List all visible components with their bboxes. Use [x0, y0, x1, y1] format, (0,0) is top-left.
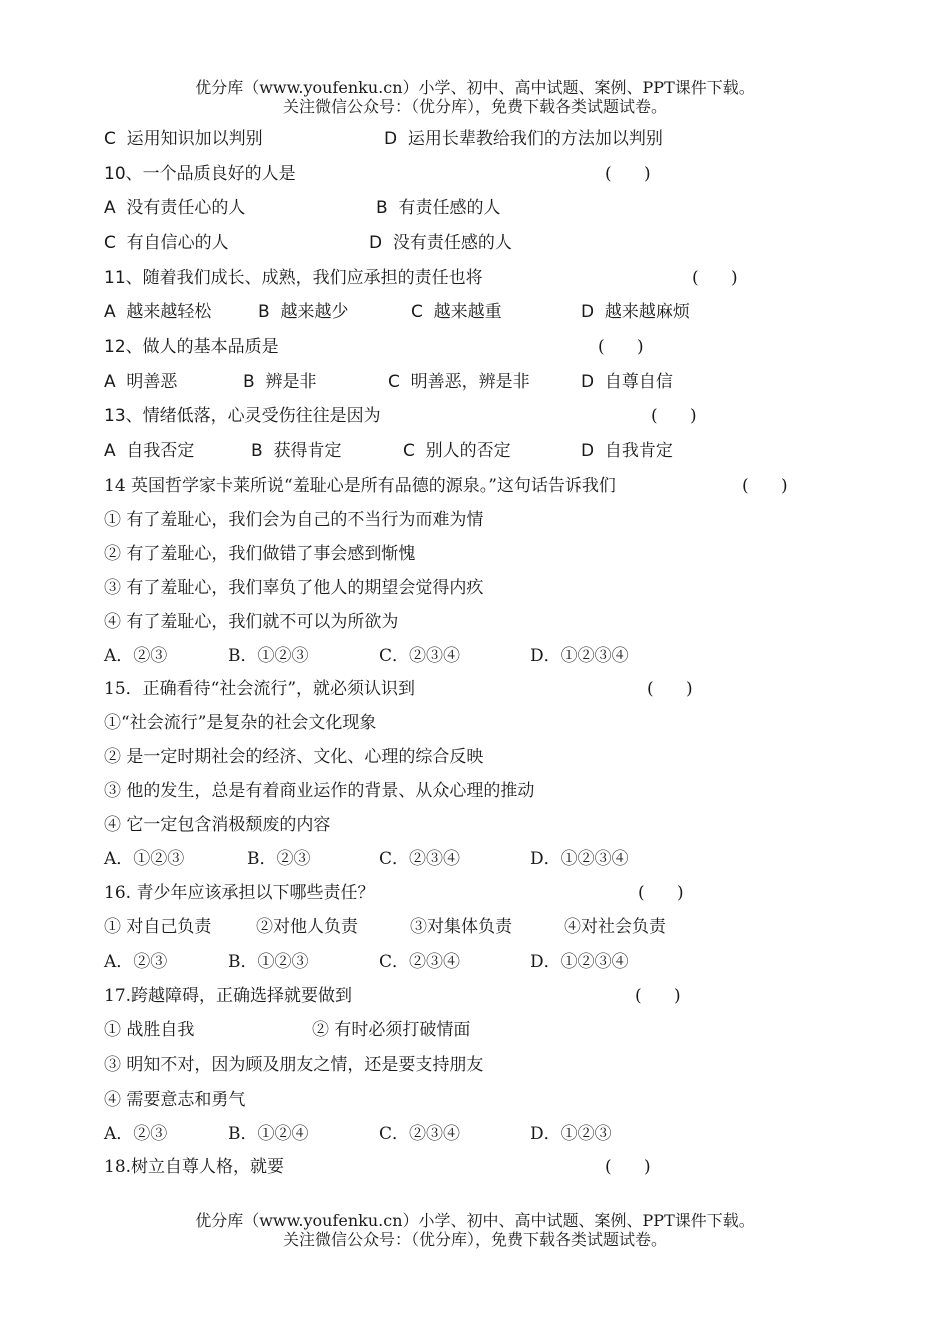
q13-option-a: A 自我否定	[104, 441, 195, 461]
q14-option-b: B．①②③	[228, 646, 309, 666]
q10-answer-paren: ( )	[605, 164, 651, 184]
q13-answer-paren: ( )	[651, 406, 697, 426]
q11-stem: 11、随着我们成长、成熟，我们应承担的责任也将	[104, 268, 483, 288]
q15-option-a: A．①②③	[104, 849, 185, 869]
q11-option-c: C 越来越重	[411, 302, 502, 322]
q16-statement-2: ②对他人负责	[256, 917, 358, 937]
q17-option-d: D．①②③	[530, 1124, 612, 1144]
q16-option-c: C．②③④	[379, 952, 461, 972]
page-footer-line1: 优分库（www.youfenku.cn）小学、初中、高中试题、案例、PPT课件下载。	[195, 1211, 755, 1230]
q16-answer-paren: ( )	[638, 883, 684, 903]
q17-statement-3: ③ 明知不对，因为顾及朋友之情，还是要支持朋友	[104, 1055, 484, 1075]
q12-option-a: A 明善恶	[104, 372, 178, 392]
q14-statement-2: ② 有了羞耻心，我们做错了事会感到惭愧	[104, 544, 416, 564]
q12-answer-paren: ( )	[598, 337, 644, 357]
q12-option-d: D 自尊自信	[581, 372, 673, 392]
q15-stem: 15．正确看待“社会流行”，就必须认识到	[104, 679, 416, 699]
page-footer-line2: 关注微信公众号：（优分库），免费下载各类试题试卷。	[282, 1230, 667, 1249]
q11-option-a: A 越来越轻松	[104, 302, 212, 322]
q13-option-b: B 获得肯定	[251, 441, 342, 461]
q13-stem: 13、情绪低落，心灵受伤往往是因为	[104, 406, 381, 426]
q9-option-d: D 运用长辈教给我们的方法加以判别	[384, 129, 663, 149]
q17-statement-4: ④ 需要意志和勇气	[104, 1090, 246, 1110]
q14-statement-3: ③ 有了羞耻心，我们辜负了他人的期望会觉得内疚	[104, 578, 484, 598]
q12-option-c: C 明善恶，辨是非	[388, 372, 530, 392]
q10-option-a: A 没有责任心的人	[104, 198, 246, 218]
q16-statement-3: ③对集体负责	[410, 917, 512, 937]
q15-statement-3: ③ 他的发生，总是有着商业运作的背景、从众心理的推动	[104, 781, 535, 801]
q17-stem: 17.跨越障碍，正确选择就要做到	[104, 986, 353, 1006]
q15-option-c: C．②③④	[379, 849, 461, 869]
q16-option-d: D．①②③④	[530, 952, 629, 972]
q14-statement-4: ④ 有了羞耻心，我们就不可以为所欲为	[104, 612, 399, 632]
q17-answer-paren: ( )	[635, 986, 681, 1006]
q14-answer-paren: ( )	[742, 476, 788, 496]
q15-statement-1: ①“社会流行”是复杂的社会文化现象	[104, 713, 377, 733]
q17-option-b: B．①②④	[228, 1124, 309, 1144]
q16-option-a: A．②③	[104, 952, 168, 972]
q10-option-b: B 有责任感的人	[376, 198, 501, 218]
q9-option-c: C 运用知识加以判别	[104, 129, 263, 149]
q12-option-b: B 辨是非	[243, 372, 317, 392]
q16-stem: 16. 青少年应该承担以下哪些责任？	[104, 883, 375, 903]
q16-statement-4: ④对社会负责	[564, 917, 666, 937]
q16-statement-1: ① 对自己负责	[104, 917, 212, 937]
q11-answer-paren: ( )	[692, 268, 738, 288]
q13-option-c: C 别人的否定	[403, 441, 511, 461]
q16-option-b: B．①②③	[228, 952, 309, 972]
q18-answer-paren: ( )	[605, 1157, 651, 1177]
q15-option-b: B．②③	[247, 849, 311, 869]
q18-stem: 18.树立自尊人格，就要	[104, 1157, 285, 1177]
q15-answer-paren: ( )	[647, 679, 693, 699]
page-header-line1: 优分库（www.youfenku.cn）小学、初中、高中试题、案例、PPT课件下载。	[195, 78, 755, 97]
page-header-line2: 关注微信公众号：（优分库），免费下载各类试题试卷。	[282, 97, 667, 116]
q17-option-c: C．②③④	[379, 1124, 461, 1144]
q14-stem: 14 英国哲学家卡莱所说“羞耻心是所有品德的源泉。”这句话告诉我们	[104, 476, 616, 496]
q14-option-a: A．②③	[104, 646, 168, 666]
q17-statement-2: ② 有时必须打破情面	[312, 1020, 471, 1040]
q13-option-d: D 自我肯定	[581, 441, 673, 461]
q14-option-c: C．②③④	[379, 646, 461, 666]
q10-option-c: C 有自信心的人	[104, 233, 229, 253]
q15-statement-2: ② 是一定时期社会的经济、文化、心理的综合反映	[104, 747, 484, 767]
q15-statement-4: ④ 它一定包含消极颓废的内容	[104, 815, 331, 835]
q14-statement-1: ① 有了羞耻心，我们会为自己的不当行为而难为情	[104, 510, 484, 530]
q10-stem: 10、一个品质良好的人是	[104, 164, 296, 184]
q11-option-b: B 越来越少	[258, 302, 349, 322]
q11-option-d: D 越来越麻烦	[581, 302, 690, 322]
q15-option-d: D．①②③④	[530, 849, 629, 869]
q17-statement-1: ① 战胜自我	[104, 1020, 195, 1040]
q10-option-d: D 没有责任感的人	[369, 233, 512, 253]
q17-option-a: A．②③	[104, 1124, 168, 1144]
q14-option-d: D．①②③④	[530, 646, 629, 666]
q12-stem: 12、做人的基本品质是	[104, 337, 279, 357]
